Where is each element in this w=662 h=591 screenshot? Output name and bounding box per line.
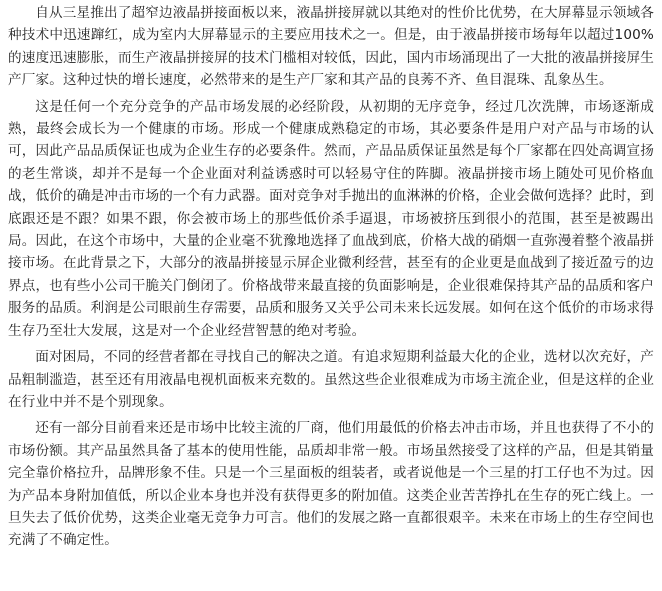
paragraph-intro: 自从三星推出了超窄边液晶拼接面板以来，液晶拼接屏就以其绝对的性价比优势，在大屏幕显示领域各种技术中迅速蹿红，成为室内大屏幕显示的主要应用技术之一。但是，由于液晶拼接市场每年以超过100%的速度迅速膨胀，而生产液晶拼接屏的技术门槛相对较低，因此，国内市场涌现出了一大批的液晶拼接屏生产厂家。这种过快的增长速度，必然带来的是生产厂家和其产品的良莠不齐、鱼目混珠、乱象丛生。 bbox=[8, 5, 654, 89]
paragraph-mainstream-vendors: 还有一部分目前看来还是市场中比较主流的厂商，他们用最低的价格去冲击市场，并且也获得了不小的市场份额。其产品虽然具备了基本的使用性能，品质却非常一般。市场虽然接受了这样的产品，但是其销量完全靠价格拉升，品牌形象不佳。只是一个三星面板的组装者，或者说他是一个三星的打工仔也不为过。因为产品本身附加值低，所以企业本身也并没有获得更多的附加值。这类企业苦苦挣扎在生存的死亡线上。一旦失去了低价优势，这类企业毫无竞争力可言。他们的发展之路一直都很艰辛。未来在市场上的生存空间也充满了不确定性。 bbox=[8, 420, 654, 549]
paragraph-market-competition: 这是任何一个充分竞争的产品市场发展的必经阶段，从初期的无序竞争，经过几次洗牌，市场逐渐成熟，最终会成长为一个健康的市场。形成一个健康成熟稳定的市场，其必要条件是用户对产品与市场的认可，因此产品品质保证也成为企业生存的必要条件。然而，产品品质保证虽然是每个厂家都在四处高调宣扬的老生常谈，却并不是每一个企业面对利益诱惑时可以轻易守住的阵脚。液晶拼接市场上随处可见价格血战，低价的确是冲击市场的一个有力武器。面对竞争对手抛出的血淋淋的价格，企业会做何选择？此时，到底跟还是不跟？如果不跟，你会被市场上的那些低价杀手逼退，市场被挤压到很小的范围，甚至是被踢出局。因此，在这个市场中，大量的企业毫不犹豫地选择了血战到底，价格大战的硝烟一直弥漫着整个液晶拼接市场。在此背景之下，大部分的液晶拼接显示屏企业微利经营，甚至有的企业更是血战到了接近盈亏的边界点，也有些小公司干脆关门倒闭了。价格战带来最直接的负面影响是，企业很难保持其产品的品质和客户服务的品质。利润是公司眼前生存需要，品质和服务又关乎公司未来长远发展。如何在这个低价的市场求得生存乃至壮大发展，这是对一个企业经营智慧的绝对考验。 bbox=[8, 98, 654, 339]
paragraph-dilemma: 面对困局，不同的经营者都在寻找自己的解决之道。有追求短期利益最大化的企业，选材以次充好，产品粗制滥造，甚至还有用液晶电视机面板来充数的。虽然这些企业很难成为市场主流企业，但是这样的企业在行业中并不是个别现象。 bbox=[8, 349, 654, 410]
